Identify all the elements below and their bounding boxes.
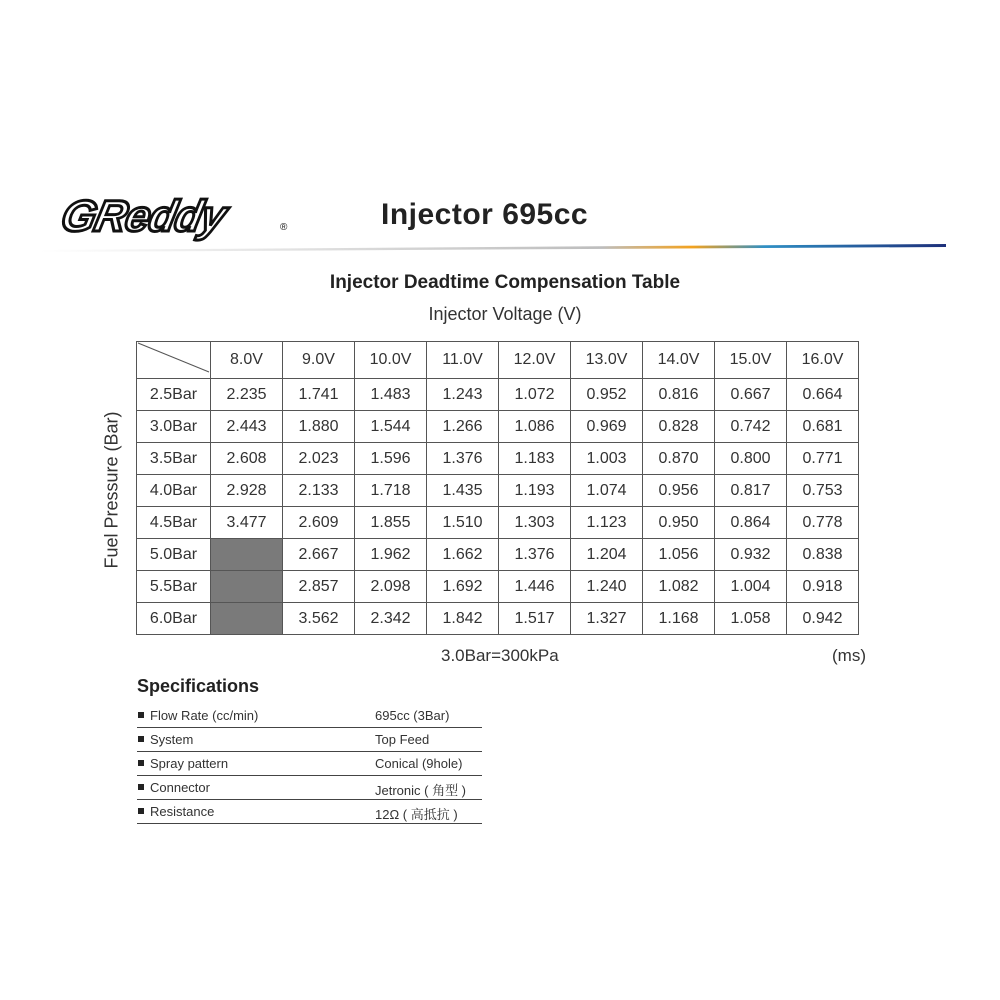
page-title: Injector 695cc [381, 198, 589, 231]
column-header: 11.0V [427, 342, 499, 379]
square-bullet-icon [138, 712, 144, 718]
row-header: 5.5Bar [137, 571, 211, 603]
table-cell: 1.376 [427, 443, 499, 475]
table-cell: 0.918 [787, 571, 859, 603]
table-cell: 0.664 [787, 379, 859, 411]
table-cell: 2.608 [211, 443, 283, 475]
column-header: 15.0V [715, 342, 787, 379]
spec-key: Spray pattern [150, 756, 229, 771]
brand-logo-text: GReddy [56, 192, 231, 241]
registered-mark: ® [280, 222, 288, 233]
pressure-footnote: 3.0Bar=300kPa [441, 646, 559, 665]
table-cell: 1.596 [355, 443, 427, 475]
table-cell: 0.742 [715, 411, 787, 443]
table-cell: 1.483 [355, 379, 427, 411]
spec-row [137, 800, 482, 824]
table-cell: 1.003 [571, 443, 643, 475]
table-cell: 1.692 [427, 571, 499, 603]
column-header: 16.0V [787, 342, 859, 379]
table-cell: 2.098 [355, 571, 427, 603]
row-axis-label: Fuel Pressure (Bar) [101, 411, 122, 569]
table-cell: 1.718 [355, 475, 427, 507]
table-cell: 1.168 [643, 603, 715, 635]
row-header: 2.5Bar [137, 379, 211, 411]
table-cell: 1.855 [355, 507, 427, 539]
table-cell: 1.266 [427, 411, 499, 443]
table-cell: 1.086 [499, 411, 571, 443]
table-cell: 1.662 [427, 539, 499, 571]
corner-cell [137, 342, 211, 379]
table-cell: 2.928 [211, 475, 283, 507]
spec-key: System [150, 732, 194, 747]
spec-value: 12Ω ( 高抵抗 ) [375, 807, 458, 822]
table-row [137, 507, 859, 539]
table-cell: 0.956 [643, 475, 715, 507]
column-header: 8.0V [211, 342, 283, 379]
table-cell: 1.303 [499, 507, 571, 539]
table-cell: 1.435 [427, 475, 499, 507]
table-cell: 1.082 [643, 571, 715, 603]
unavailable-cell [211, 539, 283, 571]
table-cell: 0.828 [643, 411, 715, 443]
square-bullet-icon [138, 808, 144, 814]
brand-logo [56, 192, 294, 241]
column-axis-label: Injector Voltage (V) [428, 304, 582, 324]
table-cell: 0.838 [787, 539, 859, 571]
spec-key: Resistance [150, 804, 215, 819]
table-cell: 1.058 [715, 603, 787, 635]
spec-key: Flow Rate (cc/min) [150, 708, 259, 723]
table-row [137, 443, 859, 475]
table-cell: 2.443 [211, 411, 283, 443]
square-bullet-icon [138, 760, 144, 766]
table-cell: 1.193 [499, 475, 571, 507]
table-cell: 1.074 [571, 475, 643, 507]
row-header: 5.0Bar [137, 539, 211, 571]
table-cell: 0.952 [571, 379, 643, 411]
table-cell: 1.962 [355, 539, 427, 571]
table-cell: 1.240 [571, 571, 643, 603]
table-cell: 1.204 [571, 539, 643, 571]
table-row [137, 539, 859, 571]
row-header: 4.5Bar [137, 507, 211, 539]
table-cell: 1.544 [355, 411, 427, 443]
table-cell: 2.609 [283, 507, 355, 539]
table-cell: 0.667 [715, 379, 787, 411]
table-cell: 1.741 [283, 379, 355, 411]
table-cell: 2.023 [283, 443, 355, 475]
table-cell: 2.235 [211, 379, 283, 411]
table-cell: 0.816 [643, 379, 715, 411]
table-cell: 1.376 [499, 539, 571, 571]
table-cell: 1.183 [499, 443, 571, 475]
table-cell: 1.056 [643, 539, 715, 571]
spec-key: Connector [150, 780, 210, 795]
spec-row [137, 728, 482, 752]
spec-value: 695cc (3Bar) [375, 708, 450, 723]
table-cell: 1.517 [499, 603, 571, 635]
diagonal-line-icon [137, 342, 210, 373]
table-cell: 0.864 [715, 507, 787, 539]
square-bullet-icon [138, 736, 144, 742]
table-header-row [137, 342, 859, 379]
table-cell: 1.327 [571, 603, 643, 635]
unit-label: (ms) [832, 646, 866, 665]
spec-value: Top Feed [375, 732, 430, 747]
table-cell: 1.123 [571, 507, 643, 539]
table-cell: 2.342 [355, 603, 427, 635]
table-row [137, 411, 859, 443]
table-row [137, 475, 859, 507]
unavailable-cell [211, 603, 283, 635]
table-cell: 0.771 [787, 443, 859, 475]
table-cell: 0.932 [715, 539, 787, 571]
spec-value: Jetronic ( 角型 ) [375, 783, 467, 798]
column-header: 14.0V [643, 342, 715, 379]
row-header: 3.0Bar [137, 411, 211, 443]
square-bullet-icon [138, 784, 144, 790]
table-cell: 1.072 [499, 379, 571, 411]
column-header: 13.0V [571, 342, 643, 379]
table-cell: 1.510 [427, 507, 499, 539]
table-row [137, 603, 859, 635]
header-divider [40, 244, 946, 252]
table-cell: 0.942 [787, 603, 859, 635]
table-cell: 2.667 [283, 539, 355, 571]
table-cell: 0.969 [571, 411, 643, 443]
table-cell: 0.950 [643, 507, 715, 539]
unavailable-cell [211, 571, 283, 603]
spec-value: Conical (9hole) [375, 756, 463, 771]
table-cell: 3.477 [211, 507, 283, 539]
row-header: 4.0Bar [137, 475, 211, 507]
table-cell: 1.880 [283, 411, 355, 443]
table-cell: 1.842 [427, 603, 499, 635]
specifications-title: Specifications [137, 676, 260, 696]
table-cell: 2.857 [283, 571, 355, 603]
deadtime-table [136, 341, 859, 635]
table-cell: 0.778 [787, 507, 859, 539]
column-header: 12.0V [499, 342, 571, 379]
column-header: 10.0V [355, 342, 427, 379]
table-row [137, 379, 859, 411]
table-cell: 1.243 [427, 379, 499, 411]
column-header: 9.0V [283, 342, 355, 379]
table-cell: 0.870 [643, 443, 715, 475]
table-cell: 1.446 [499, 571, 571, 603]
table-cell: 3.562 [283, 603, 355, 635]
spec-row [137, 776, 482, 800]
table-title: Injector Deadtime Compensation Table [329, 272, 681, 293]
spec-row [137, 752, 482, 776]
table-cell: 0.817 [715, 475, 787, 507]
spec-row [137, 704, 482, 728]
row-header: 6.0Bar [137, 603, 211, 635]
specifications-list [137, 704, 482, 824]
table-row [137, 571, 859, 603]
table-cell: 2.133 [283, 475, 355, 507]
table-cell: 1.004 [715, 571, 787, 603]
row-header: 3.5Bar [137, 443, 211, 475]
table-cell: 0.681 [787, 411, 859, 443]
table-cell: 0.800 [715, 443, 787, 475]
table-cell: 0.753 [787, 475, 859, 507]
